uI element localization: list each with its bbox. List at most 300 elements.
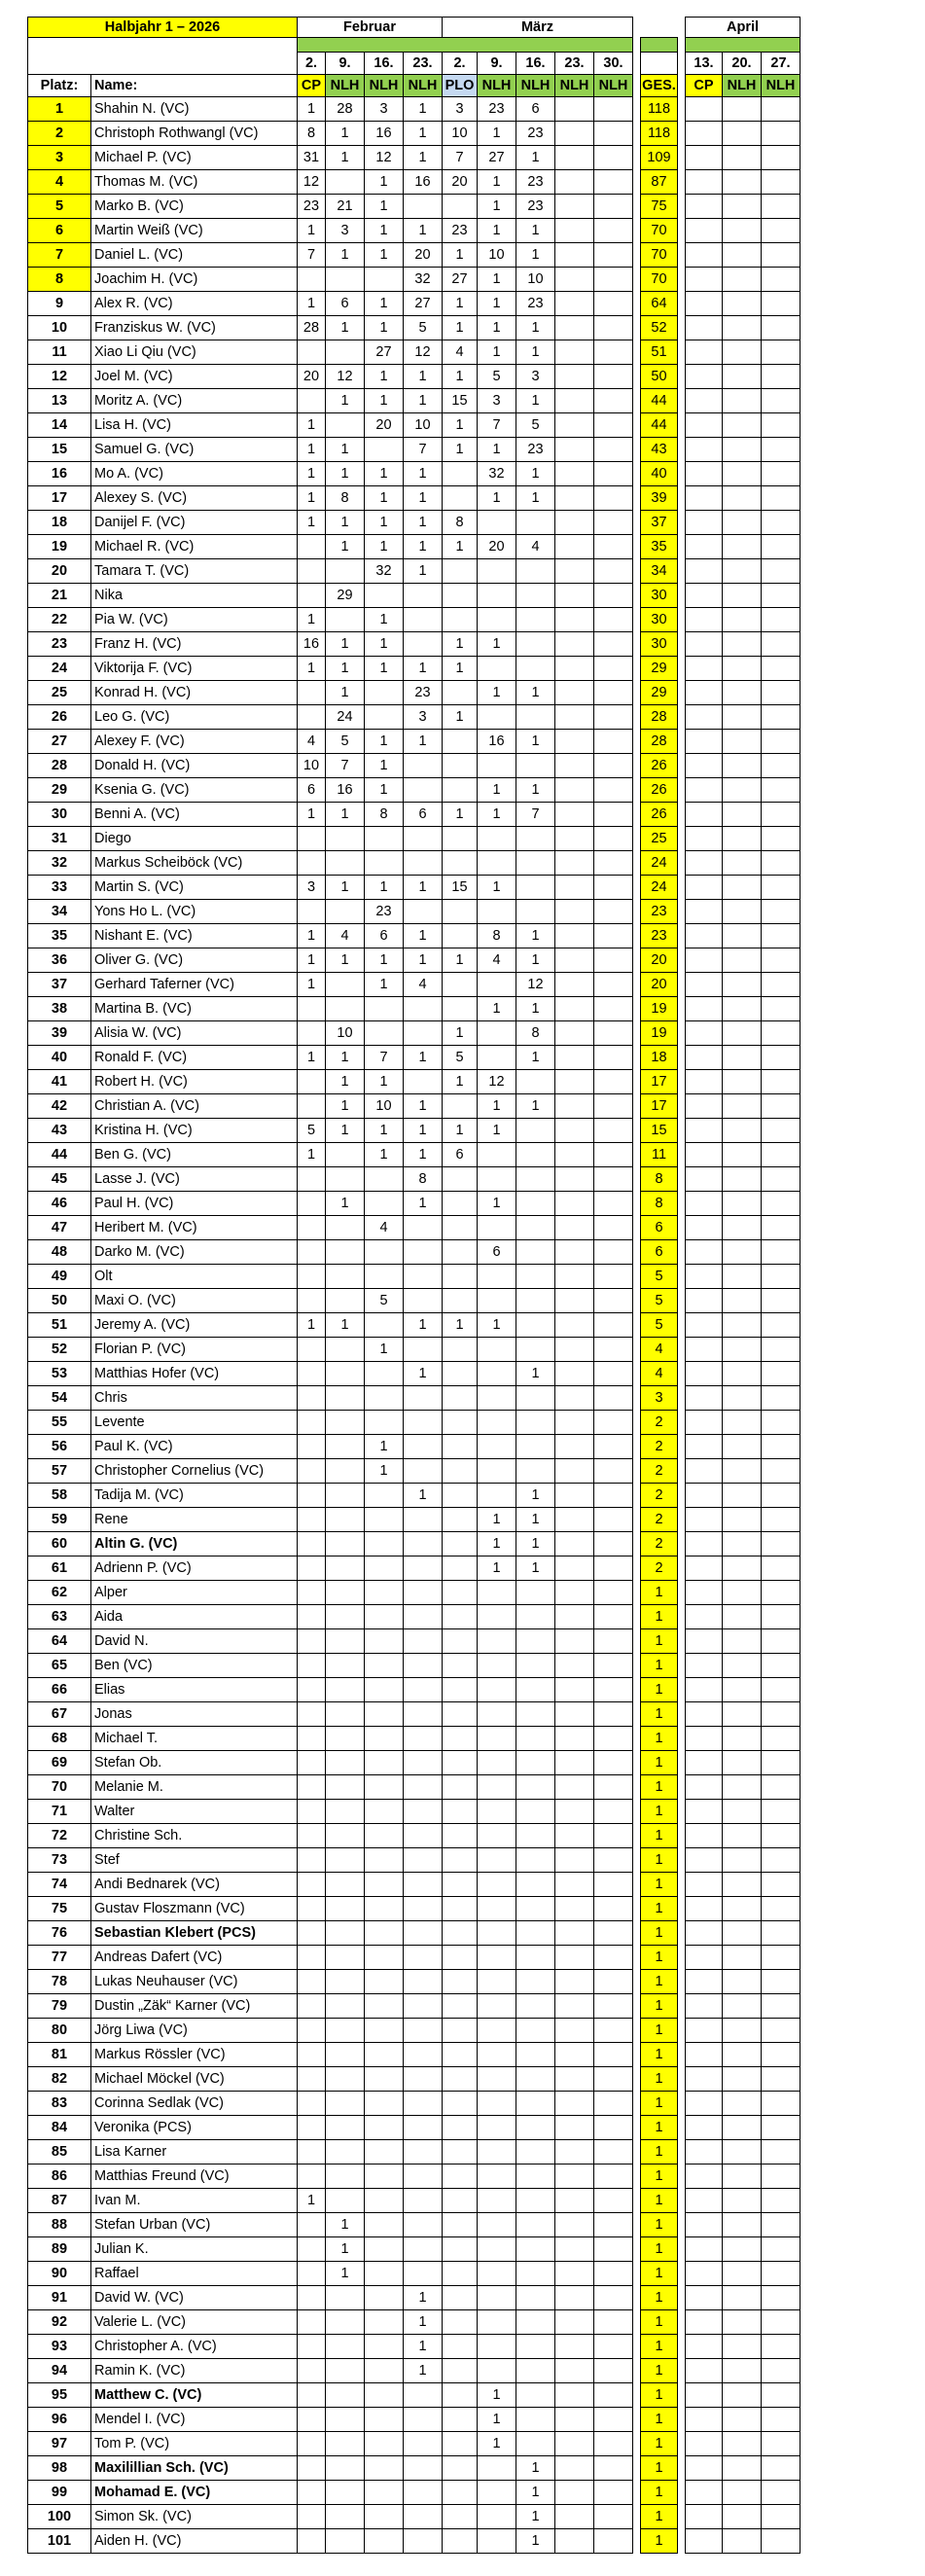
score-cell: 23: [516, 292, 555, 316]
score-cell: [478, 1702, 516, 1727]
score-cell: 1: [516, 681, 555, 705]
score-cell: [404, 2019, 443, 2043]
score-cell: [594, 730, 633, 754]
score-cell: [326, 1265, 365, 1289]
score-cell: [555, 730, 594, 754]
score-cell: 6: [443, 1143, 478, 1167]
score-cell: [516, 1192, 555, 1216]
score-cell: [404, 1800, 443, 1824]
score-cell: [594, 2067, 633, 2092]
player-name: Lasse J. (VC): [91, 1167, 298, 1192]
april-score-cell: [686, 97, 723, 122]
player-name: Tamara T. (VC): [91, 559, 298, 584]
score-cell: 12: [478, 1070, 516, 1094]
rank-cell: 51: [28, 1313, 91, 1338]
total-cell: 2: [641, 1459, 678, 1484]
score-cell: [298, 1946, 326, 1970]
table-row: [28, 657, 800, 681]
score-cell: [404, 2505, 443, 2529]
score-cell: 28: [326, 97, 365, 122]
score-cell: [555, 2140, 594, 2165]
total-cell: 35: [641, 535, 678, 559]
total-cell: 1: [641, 1654, 678, 1678]
score-cell: [594, 268, 633, 292]
total-cell: 34: [641, 559, 678, 584]
score-cell: 5: [326, 730, 365, 754]
april-score-cell: [723, 1751, 762, 1775]
player-name: Kristina H. (VC): [91, 1119, 298, 1143]
player-name: Dustin „Zäk“ Karner (VC): [91, 1994, 298, 2019]
score-cell: [404, 2116, 443, 2140]
april-score-cell: [686, 1386, 723, 1411]
table-row: [28, 1313, 800, 1338]
april-score-cell: [723, 1313, 762, 1338]
april-score-cell: [723, 754, 762, 778]
score-cell: [516, 2165, 555, 2189]
total-cell: 1: [641, 2262, 678, 2286]
april-score-cell: [686, 2408, 723, 2432]
score-cell: [516, 1289, 555, 1313]
score-cell: [443, 1702, 478, 1727]
rank-cell: 56: [28, 1435, 91, 1459]
april-score-cell: [686, 1994, 723, 2019]
score-cell: [365, 2505, 404, 2529]
rank-cell: 37: [28, 973, 91, 997]
score-cell: [516, 2043, 555, 2067]
score-cell: 7: [516, 803, 555, 827]
april-score-cell: [686, 803, 723, 827]
score-cell: 24: [326, 705, 365, 730]
score-cell: [516, 1265, 555, 1289]
april-score-cell: [686, 1119, 723, 1143]
score-cell: [365, 1192, 404, 1216]
score-cell: 1: [326, 1119, 365, 1143]
score-cell: [555, 2019, 594, 2043]
april-score-cell: [723, 2213, 762, 2237]
april-score-cell: [686, 268, 723, 292]
total-column-header: GES.: [641, 75, 678, 97]
table-row: [28, 1362, 800, 1386]
score-cell: [443, 1727, 478, 1751]
player-name: Alper: [91, 1581, 298, 1605]
rank-cell: 90: [28, 2262, 91, 2286]
april-score-cell: [762, 486, 800, 511]
score-cell: [404, 1386, 443, 1411]
month-february: Februar: [298, 18, 443, 38]
table-row: [28, 2116, 800, 2140]
score-cell: [443, 778, 478, 803]
rank-cell: 61: [28, 1556, 91, 1581]
score-cell: [555, 2213, 594, 2237]
score-cell: [365, 1873, 404, 1897]
total-cell: 1: [641, 2213, 678, 2237]
april-score-cell: [723, 948, 762, 973]
score-cell: [555, 924, 594, 948]
total-cell: 5: [641, 1289, 678, 1313]
score-cell: 1: [326, 316, 365, 340]
rank-cell: 58: [28, 1484, 91, 1508]
score-cell: 1: [326, 389, 365, 413]
score-cell: [404, 1775, 443, 1800]
score-cell: [326, 2067, 365, 2092]
score-cell: [443, 1411, 478, 1435]
april-score-cell: [686, 2092, 723, 2116]
score-cell: [365, 1800, 404, 1824]
april-score-cell: [762, 1459, 800, 1484]
score-cell: [478, 1605, 516, 1629]
april-score-cell: [762, 681, 800, 705]
april-score-cell: [723, 1946, 762, 1970]
score-cell: [594, 2359, 633, 2383]
rank-cell: 41: [28, 1070, 91, 1094]
player-name: Paul K. (VC): [91, 1435, 298, 1459]
score-cell: [404, 827, 443, 851]
score-cell: 1: [326, 1046, 365, 1070]
score-cell: [555, 1021, 594, 1046]
total-cell: 51: [641, 340, 678, 365]
total-cell: 17: [641, 1094, 678, 1119]
score-cell: 1: [516, 1484, 555, 1508]
total-cell: 6: [641, 1216, 678, 1240]
player-name: Daniel L. (VC): [91, 243, 298, 268]
score-cell: 1: [478, 2408, 516, 2432]
score-cell: [298, 1605, 326, 1629]
score-cell: 1: [365, 973, 404, 997]
score-cell: 1: [298, 219, 326, 243]
score-cell: [298, 2408, 326, 2432]
score-cell: [594, 2116, 633, 2140]
april-score-cell: [686, 657, 723, 681]
score-cell: [594, 1727, 633, 1751]
score-cell: [326, 1921, 365, 1946]
total-cell: 1: [641, 1751, 678, 1775]
table-row: [28, 2432, 800, 2456]
table-row: [28, 2529, 800, 2554]
score-cell: [365, 1362, 404, 1386]
april-score-cell: [686, 900, 723, 924]
score-cell: [326, 268, 365, 292]
player-name: Andreas Dafert (VC): [91, 1946, 298, 1970]
score-cell: [516, 1411, 555, 1435]
total-cell: 24: [641, 851, 678, 876]
score-cell: [594, 2140, 633, 2165]
table-row: [28, 413, 800, 438]
score-cell: 1: [404, 657, 443, 681]
april-score-cell: [762, 2019, 800, 2043]
score-cell: [404, 1216, 443, 1240]
april-score-cell: [723, 535, 762, 559]
table-row: [28, 876, 800, 900]
table-row: [28, 243, 800, 268]
score-cell: [443, 1459, 478, 1484]
score-cell: [365, 2237, 404, 2262]
rank-cell: 92: [28, 2310, 91, 2335]
rank-cell: 50: [28, 1289, 91, 1313]
score-cell: 1: [404, 511, 443, 535]
score-cell: [443, 608, 478, 632]
rank-cell: 79: [28, 1994, 91, 2019]
score-cell: [594, 1897, 633, 1921]
score-cell: 1: [298, 511, 326, 535]
rank-cell: 101: [28, 2529, 91, 2554]
total-cell: 1: [641, 2092, 678, 2116]
score-cell: 16: [365, 122, 404, 146]
score-cell: 1: [365, 608, 404, 632]
rank-cell: 24: [28, 657, 91, 681]
score-cell: [555, 170, 594, 195]
april-score-cell: [723, 827, 762, 851]
table-row: [28, 1532, 800, 1556]
score-cell: [404, 2043, 443, 2067]
april-score-cell: [723, 438, 762, 462]
rank-cell: 91: [28, 2286, 91, 2310]
rank-cell: 66: [28, 1678, 91, 1702]
score-cell: 1: [443, 1119, 478, 1143]
april-score-cell: [686, 2505, 723, 2529]
april-score-cell: [686, 1240, 723, 1265]
april-score-cell: [762, 924, 800, 948]
score-cell: 6: [404, 803, 443, 827]
score-cell: [365, 2383, 404, 2408]
score-cell: 1: [298, 413, 326, 438]
rank-cell: 14: [28, 413, 91, 438]
score-cell: [478, 1678, 516, 1702]
rank-cell: 27: [28, 730, 91, 754]
april-score-cell: [686, 219, 723, 243]
score-cell: [326, 1800, 365, 1824]
total-cell: 1: [641, 1727, 678, 1751]
score-cell: 1: [365, 876, 404, 900]
score-cell: [516, 1313, 555, 1338]
april-score-cell: [686, 1289, 723, 1313]
april-score-cell: [762, 1873, 800, 1897]
score-cell: 4: [365, 1216, 404, 1240]
rank-cell: 26: [28, 705, 91, 730]
score-cell: [594, 632, 633, 657]
score-cell: [443, 1240, 478, 1265]
player-name: Andi Bednarek (VC): [91, 1873, 298, 1897]
rank-cell: 99: [28, 2481, 91, 2505]
table-row: [28, 511, 800, 535]
score-cell: [365, 1581, 404, 1605]
table-row: [28, 851, 800, 876]
score-cell: [326, 827, 365, 851]
score-cell: [326, 1411, 365, 1435]
date-header: 2.: [298, 53, 326, 75]
total-cell: 118: [641, 97, 678, 122]
score-cell: [478, 1800, 516, 1824]
score-cell: [326, 1556, 365, 1581]
rank-cell: 43: [28, 1119, 91, 1143]
score-cell: 1: [516, 340, 555, 365]
score-cell: [404, 2165, 443, 2189]
april-score-cell: [762, 876, 800, 900]
score-cell: [516, 1070, 555, 1094]
player-name: Franziskus W. (VC): [91, 316, 298, 340]
score-cell: [365, 2408, 404, 2432]
total-cell: 30: [641, 608, 678, 632]
total-cell: 40: [641, 462, 678, 486]
total-cell: 1: [641, 2432, 678, 2456]
score-cell: [443, 486, 478, 511]
score-cell: [443, 2359, 478, 2383]
total-cell: 20: [641, 948, 678, 973]
april-score-cell: [686, 2262, 723, 2286]
april-score-cell: [686, 195, 723, 219]
score-cell: [443, 2286, 478, 2310]
rank-cell: 55: [28, 1411, 91, 1435]
score-cell: 1: [326, 948, 365, 973]
april-score-cell: [723, 195, 762, 219]
rank-cell: 4: [28, 170, 91, 195]
total-cell: 30: [641, 584, 678, 608]
april-score-cell: [762, 462, 800, 486]
april-score-cell: [762, 1921, 800, 1946]
score-cell: 1: [365, 1143, 404, 1167]
score-cell: [326, 1751, 365, 1775]
score-cell: [443, 2408, 478, 2432]
date-header: 30.: [594, 53, 633, 75]
april-score-cell: [723, 1605, 762, 1629]
april-score-cell: [723, 632, 762, 657]
score-cell: 23: [478, 97, 516, 122]
score-cell: [443, 2335, 478, 2359]
april-score-cell: [762, 1532, 800, 1556]
score-cell: 1: [326, 2213, 365, 2237]
score-cell: [516, 1654, 555, 1678]
table-row: [28, 2359, 800, 2383]
score-cell: [298, 1094, 326, 1119]
score-cell: 12: [404, 340, 443, 365]
score-cell: [555, 2456, 594, 2481]
april-score-cell: [686, 438, 723, 462]
score-cell: [594, 462, 633, 486]
april-score-cell: [762, 584, 800, 608]
score-cell: 1: [478, 268, 516, 292]
score-cell: 23: [516, 170, 555, 195]
game-type-header: PLO: [443, 75, 478, 97]
april-score-cell: [723, 316, 762, 340]
rank-cell: 98: [28, 2456, 91, 2481]
score-cell: 3: [326, 219, 365, 243]
score-cell: [443, 2432, 478, 2456]
rank-cell: 13: [28, 389, 91, 413]
score-cell: [478, 2165, 516, 2189]
rank-cell: 10: [28, 316, 91, 340]
score-cell: [594, 1508, 633, 1532]
player-name: Olt: [91, 1265, 298, 1289]
score-cell: [478, 2189, 516, 2213]
score-cell: [326, 608, 365, 632]
score-cell: [365, 1775, 404, 1800]
total-cell: 11: [641, 1143, 678, 1167]
total-cell: 1: [641, 2019, 678, 2043]
game-type-header: NLH: [723, 75, 762, 97]
score-cell: [443, 2529, 478, 2554]
rank-cell: 53: [28, 1362, 91, 1386]
april-score-cell: [762, 1435, 800, 1459]
april-score-cell: [723, 2140, 762, 2165]
april-score-cell: [723, 584, 762, 608]
score-cell: [594, 2043, 633, 2067]
player-name: David N.: [91, 1629, 298, 1654]
score-cell: [555, 413, 594, 438]
score-cell: [555, 1265, 594, 1289]
score-cell: [516, 754, 555, 778]
score-cell: [298, 1678, 326, 1702]
score-cell: [555, 2092, 594, 2116]
april-score-cell: [723, 2359, 762, 2383]
score-cell: [555, 1192, 594, 1216]
table-row: [28, 632, 800, 657]
april-score-cell: [723, 1508, 762, 1532]
april-score-cell: [723, 2116, 762, 2140]
score-cell: 23: [443, 219, 478, 243]
score-cell: [516, 2310, 555, 2335]
score-cell: [443, 900, 478, 924]
score-cell: 1: [516, 462, 555, 486]
player-name: Christoph Rothwangl (VC): [91, 122, 298, 146]
score-cell: 1: [516, 243, 555, 268]
score-cell: [478, 2237, 516, 2262]
score-cell: 1: [516, 1532, 555, 1556]
score-cell: 1: [516, 1046, 555, 1070]
rank-cell: 84: [28, 2116, 91, 2140]
april-score-cell: [762, 2043, 800, 2067]
april-score-cell: [723, 1532, 762, 1556]
date-header: 9.: [478, 53, 516, 75]
score-cell: 5: [298, 1119, 326, 1143]
month-header-row: [28, 18, 800, 38]
rank-cell: 75: [28, 1897, 91, 1921]
score-cell: [594, 365, 633, 389]
score-cell: 1: [478, 292, 516, 316]
total-cell: 6: [641, 1240, 678, 1265]
score-cell: 7: [478, 413, 516, 438]
score-cell: [326, 1654, 365, 1678]
score-cell: [326, 2189, 365, 2213]
april-score-cell: [762, 2189, 800, 2213]
total-cell: 2: [641, 1532, 678, 1556]
player-name: Alisia W. (VC): [91, 1021, 298, 1046]
player-name: Nishant E. (VC): [91, 924, 298, 948]
score-cell: [594, 219, 633, 243]
april-score-cell: [723, 778, 762, 803]
score-cell: [298, 1338, 326, 1362]
player-name: Marko B. (VC): [91, 195, 298, 219]
score-cell: [326, 1386, 365, 1411]
score-cell: 1: [365, 754, 404, 778]
score-cell: [326, 1532, 365, 1556]
april-score-cell: [686, 681, 723, 705]
april-score-cell: [762, 1240, 800, 1265]
score-cell: [516, 1994, 555, 2019]
total-cell: 19: [641, 1021, 678, 1046]
april-score-cell: [723, 1386, 762, 1411]
table-row: [28, 1021, 800, 1046]
score-cell: [443, 559, 478, 584]
score-cell: [404, 1946, 443, 1970]
score-cell: 1: [404, 1094, 443, 1119]
player-name: Alexey S. (VC): [91, 486, 298, 511]
score-cell: 1: [443, 948, 478, 973]
score-cell: 1: [326, 681, 365, 705]
score-cell: [555, 1508, 594, 1532]
score-cell: 20: [298, 365, 326, 389]
score-cell: 1: [478, 1556, 516, 1581]
score-cell: [298, 1556, 326, 1581]
score-cell: [478, 1654, 516, 1678]
